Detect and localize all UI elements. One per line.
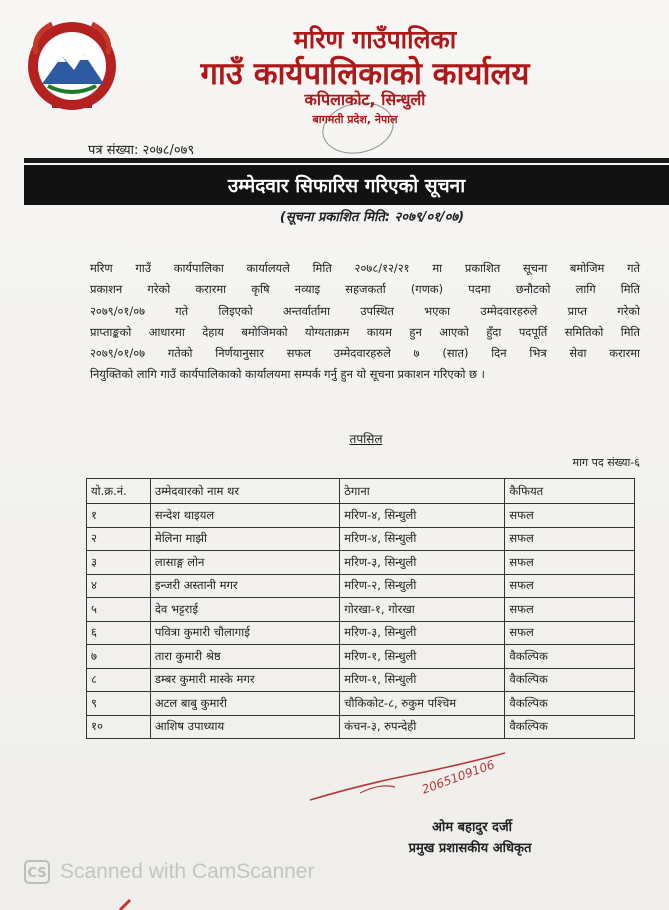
nepal-emblem-icon xyxy=(22,14,122,114)
serial-cell: ८ xyxy=(87,668,151,692)
serial-cell: २ xyxy=(87,527,151,551)
body-line: नियुक्तिको लागि गाउँ कार्यपालिकाको कार्यालयमा सम्पर्क गर्नु हुन यो सूचना प्रकाशन गरिएको छ । xyxy=(90,367,485,382)
table-row xyxy=(87,551,635,575)
address-cell: मरिण-२, सिन्धुली xyxy=(340,574,505,598)
office-location: कपिलाकोट, सिन्धुली xyxy=(304,90,426,109)
serial-cell: ६ xyxy=(87,621,151,645)
remark-cell: सफल xyxy=(505,574,635,598)
camscanner-text: Scanned with CamScanner xyxy=(60,860,315,883)
serial-cell: १० xyxy=(87,715,151,739)
table-row xyxy=(87,527,635,551)
address-cell: मरिण-१, सिन्धुली xyxy=(340,668,505,692)
title-banner xyxy=(24,165,669,205)
remark-cell: वैकल्पिक xyxy=(505,692,635,716)
signatory-title: प्रमुख प्रशासकीय अधिकृत xyxy=(408,841,532,856)
body-line: प्राप्ताङ्कको आधारमा देहाय बमोजिमको योग्यताक्रम कायम हुन आएको हुँदा पदपूर्ति समितिको मिति xyxy=(90,324,640,339)
reference-number: पत्र संख्या: २०७८/०७९ xyxy=(88,143,195,158)
remark-cell: वैकल्पिक xyxy=(505,715,635,739)
remark-cell: सफल xyxy=(505,598,635,622)
address-cell: गोरखा-१, गोरखा xyxy=(340,598,505,622)
address-cell: कंचन-३, रुपन्देही xyxy=(340,715,505,739)
name-cell: आशिष उपाध्याय xyxy=(150,715,339,739)
body-line: प्रकाशन गरेको करारमा कृषि नव्याइ सहजकर्ता (गणक) पदमा छनौटको लागि मिति xyxy=(90,282,640,297)
table-header-row xyxy=(87,479,635,504)
signature-date: 2065109106 xyxy=(419,757,497,797)
serial-cell: ९ xyxy=(87,692,151,716)
column-header: ठेगाना xyxy=(340,479,505,504)
camscanner-logo-icon: CS xyxy=(24,860,50,884)
table-row xyxy=(87,715,635,739)
name-cell: लासाङ्ग लोन xyxy=(150,551,339,575)
schedule-title: तपसिल xyxy=(349,432,383,446)
demand-number: माग पद संख्या-६ xyxy=(572,456,640,469)
office-name: गाउँ कार्यपालिकाको कार्यालय xyxy=(200,56,530,92)
name-cell: मेलिना माझी xyxy=(150,527,339,551)
notice-body xyxy=(90,258,640,386)
table-row xyxy=(87,668,635,692)
column-header: कैफियत xyxy=(505,479,635,504)
table-row xyxy=(87,574,635,598)
body-line: मरिण गाउँ कार्यपालिका कार्यालयले मिति २०७८/१२/२१ मा प्रकाशित सूचना बमोजिम गते xyxy=(90,261,640,275)
notice-title: उम्मेदवार सिफारिस गरिएको सूचना xyxy=(227,175,466,197)
name-cell: इन्जरी अस्तानी मगर xyxy=(150,574,339,598)
name-cell: पवित्रा कुमारी चौलागाई xyxy=(150,621,339,645)
column-header: उम्मेदवारको नाम थर xyxy=(150,479,339,504)
serial-cell: ७ xyxy=(87,645,151,669)
serial-cell: ३ xyxy=(87,551,151,575)
table-row xyxy=(87,598,635,622)
municipality-name: मरिण गाउँपालिका xyxy=(293,25,457,54)
address-cell: मरिण-४, सिन्धुली xyxy=(340,527,505,551)
column-header: यो.क्र.नं. xyxy=(87,479,151,504)
ink-mark xyxy=(118,898,134,910)
name-cell: देव भट्टराई xyxy=(150,598,339,622)
body-line: २०७९/०१/०७ गतेको निर्णयानुसार सफल उम्मेदवारहरुले ७ (सात) दिन भित्र सेवा करारमा xyxy=(90,346,640,361)
name-cell: डम्बर कुमारी मास्के मगर xyxy=(150,668,339,692)
serial-cell: ५ xyxy=(87,598,151,622)
address-cell: मरिण-३, सिन्धुली xyxy=(340,621,505,645)
remark-cell: वैकल्पिक xyxy=(505,668,635,692)
table-row xyxy=(87,692,635,716)
address-cell: मरिण-३, सिन्धुली xyxy=(340,551,505,575)
serial-cell: ४ xyxy=(87,574,151,598)
remark-cell: सफल xyxy=(505,504,635,528)
table-row xyxy=(87,645,635,669)
province-line: बागमती प्रदेश, नेपाल xyxy=(312,113,398,126)
publication-date: (सूचना प्रकाशित मिति: २०७९/०१/०७) xyxy=(279,210,465,225)
address-cell: चौकिकोट-८, रुकुम पश्चिम xyxy=(340,692,505,716)
address-cell: मरिण-४, सिन्धुली xyxy=(340,504,505,528)
signatory-name: ओम बहादुर दर्जी xyxy=(432,820,512,835)
table-row xyxy=(87,621,635,645)
name-cell: अटल बाबु कुमारी xyxy=(150,692,339,716)
address-cell: मरिण-१, सिन्धुली xyxy=(340,645,505,669)
signature-mark xyxy=(300,745,520,815)
remark-cell: सफल xyxy=(505,551,635,575)
name-cell: सन्देश थाइयल xyxy=(150,504,339,528)
header-rule xyxy=(24,158,669,163)
serial-cell: १ xyxy=(87,504,151,528)
remark-cell: सफल xyxy=(505,527,635,551)
table-row xyxy=(87,504,635,528)
candidate-table xyxy=(86,478,635,739)
remark-cell: वैकल्पिक xyxy=(505,645,635,669)
remark-cell: सफल xyxy=(505,621,635,645)
name-cell: तारा कुमारी श्रेष्ठ xyxy=(150,645,339,669)
camscanner-watermark xyxy=(24,858,314,886)
body-line: २०७९/०१/०७ गते लिइएको अन्तर्वार्तामा उपस्थित भएका उम्मेदवारहरुले प्राप्त गरेको xyxy=(90,303,640,318)
